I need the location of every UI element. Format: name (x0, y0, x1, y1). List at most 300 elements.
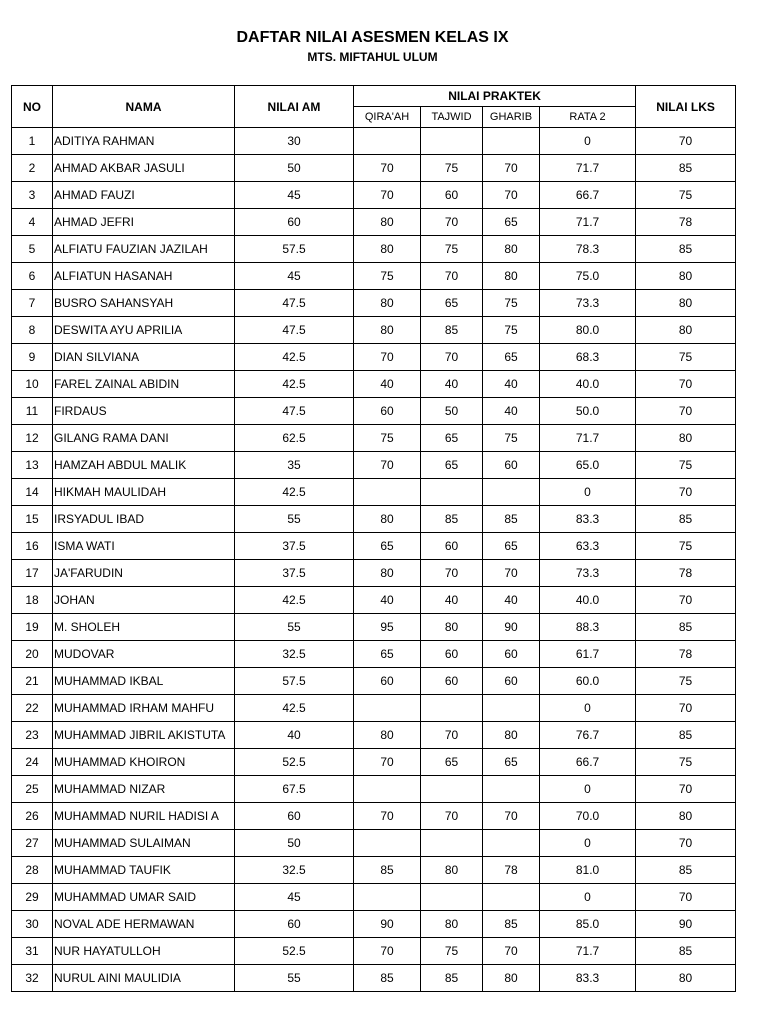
table-row (12, 398, 736, 425)
cell-gharib: 70 (483, 803, 540, 830)
table-row (12, 371, 736, 398)
cell-nama: FAREL ZAINAL ABIDIN (53, 371, 235, 398)
cell-gharib: 40 (483, 398, 540, 425)
cell-gharib: 40 (483, 587, 540, 614)
cell-no: 1 (12, 128, 53, 155)
cell-tajwid: 70 (421, 209, 483, 236)
cell-nilai-lks: 80 (636, 803, 736, 830)
cell-gharib: 80 (483, 965, 540, 992)
cell-rata2: 88.3 (540, 614, 636, 641)
cell-gharib (483, 884, 540, 911)
cell-tajwid: 65 (421, 749, 483, 776)
cell-nilai-lks: 70 (636, 695, 736, 722)
cell-tajwid: 65 (421, 452, 483, 479)
cell-gharib (483, 776, 540, 803)
cell-no: 26 (12, 803, 53, 830)
cell-rata2: 70.0 (540, 803, 636, 830)
cell-nama: ALFIATU FAUZIAN JAZILAH (53, 236, 235, 263)
cell-tajwid: 40 (421, 587, 483, 614)
cell-nama: ADITIYA RAHMAN (53, 128, 235, 155)
cell-nama: BUSRO SAHANSYAH (53, 290, 235, 317)
cell-nilai-lks: 75 (636, 533, 736, 560)
cell-tajwid: 80 (421, 911, 483, 938)
cell-tajwid: 85 (421, 317, 483, 344)
cell-nama: AHMAD AKBAR JASULI (53, 155, 235, 182)
table-row (12, 938, 736, 965)
cell-nilai-lks: 80 (636, 965, 736, 992)
cell-nilai-am: 55 (235, 965, 354, 992)
cell-qiraah: 70 (354, 182, 421, 209)
cell-qiraah: 80 (354, 722, 421, 749)
cell-gharib: 75 (483, 317, 540, 344)
cell-nama: MUHAMMAD IKBAL (53, 668, 235, 695)
cell-tajwid: 70 (421, 722, 483, 749)
header-nama: NAMA (53, 86, 235, 128)
cell-gharib: 90 (483, 614, 540, 641)
header-nilai-am: NILAI AM (235, 86, 354, 128)
cell-qiraah: 85 (354, 965, 421, 992)
cell-rata2: 75.0 (540, 263, 636, 290)
table-row (12, 830, 736, 857)
table-row (12, 263, 736, 290)
cell-no: 23 (12, 722, 53, 749)
cell-nama: JOHAN (53, 587, 235, 614)
cell-nilai-lks: 75 (636, 344, 736, 371)
cell-no: 12 (12, 425, 53, 452)
cell-tajwid (421, 128, 483, 155)
cell-tajwid: 85 (421, 965, 483, 992)
cell-rata2: 71.7 (540, 425, 636, 452)
table-row (12, 290, 736, 317)
cell-nama: AHMAD JEFRI (53, 209, 235, 236)
cell-rata2: 83.3 (540, 965, 636, 992)
table-row (12, 506, 736, 533)
cell-nilai-am: 35 (235, 452, 354, 479)
cell-nilai-am: 60 (235, 209, 354, 236)
cell-nama: HAMZAH ABDUL MALIK (53, 452, 235, 479)
cell-nama: MUHAMMAD UMAR SAID (53, 884, 235, 911)
cell-no: 30 (12, 911, 53, 938)
cell-nilai-am: 45 (235, 182, 354, 209)
cell-nilai-lks: 70 (636, 479, 736, 506)
cell-no: 21 (12, 668, 53, 695)
cell-no: 18 (12, 587, 53, 614)
cell-tajwid: 60 (421, 641, 483, 668)
header-rata2: RATA 2 (540, 107, 636, 128)
cell-nama: ALFIATUN HASANAH (53, 263, 235, 290)
table-body (12, 128, 736, 992)
cell-qiraah: 95 (354, 614, 421, 641)
cell-qiraah: 80 (354, 236, 421, 263)
table-row (12, 344, 736, 371)
cell-gharib: 80 (483, 236, 540, 263)
cell-gharib (483, 830, 540, 857)
cell-nama: AHMAD FAUZI (53, 182, 235, 209)
cell-nilai-am: 57.5 (235, 668, 354, 695)
cell-qiraah (354, 695, 421, 722)
cell-no: 29 (12, 884, 53, 911)
cell-tajwid: 70 (421, 560, 483, 587)
cell-nilai-am: 32.5 (235, 641, 354, 668)
cell-nilai-lks: 80 (636, 263, 736, 290)
cell-nama: NOVAL ADE HERMAWAN (53, 911, 235, 938)
cell-qiraah: 80 (354, 209, 421, 236)
cell-gharib (483, 695, 540, 722)
cell-gharib: 80 (483, 263, 540, 290)
cell-gharib (483, 128, 540, 155)
table-row (12, 425, 736, 452)
table-row (12, 479, 736, 506)
cell-qiraah: 70 (354, 155, 421, 182)
cell-qiraah: 60 (354, 668, 421, 695)
cell-tajwid: 60 (421, 668, 483, 695)
cell-qiraah (354, 776, 421, 803)
cell-nilai-am: 32.5 (235, 857, 354, 884)
cell-rata2: 61.7 (540, 641, 636, 668)
cell-rata2: 40.0 (540, 371, 636, 398)
cell-qiraah (354, 128, 421, 155)
cell-nilai-am: 62.5 (235, 425, 354, 452)
table-row (12, 533, 736, 560)
cell-nilai-lks: 70 (636, 587, 736, 614)
cell-qiraah: 80 (354, 560, 421, 587)
cell-qiraah: 70 (354, 452, 421, 479)
cell-no: 13 (12, 452, 53, 479)
cell-nama: MUHAMMAD SULAIMAN (53, 830, 235, 857)
header-qiraah: QIRA'AH (354, 107, 421, 128)
grades-table (11, 85, 736, 992)
cell-no: 28 (12, 857, 53, 884)
cell-gharib: 60 (483, 668, 540, 695)
table-row (12, 614, 736, 641)
cell-rata2: 60.0 (540, 668, 636, 695)
cell-nilai-lks: 85 (636, 722, 736, 749)
cell-qiraah: 40 (354, 371, 421, 398)
cell-nilai-lks: 78 (636, 209, 736, 236)
table-row (12, 641, 736, 668)
cell-nilai-am: 42.5 (235, 695, 354, 722)
table-row (12, 965, 736, 992)
table-row (12, 209, 736, 236)
cell-qiraah: 90 (354, 911, 421, 938)
cell-nilai-am: 42.5 (235, 371, 354, 398)
header-tajwid: TAJWID (421, 107, 483, 128)
cell-nama: JA'FARUDIN (53, 560, 235, 587)
cell-qiraah (354, 479, 421, 506)
header-nilai-praktek: NILAI PRAKTEK (354, 86, 636, 107)
cell-nilai-am: 55 (235, 506, 354, 533)
cell-qiraah: 80 (354, 506, 421, 533)
cell-tajwid: 65 (421, 290, 483, 317)
cell-nilai-lks: 85 (636, 155, 736, 182)
cell-nilai-lks: 70 (636, 830, 736, 857)
cell-gharib: 70 (483, 182, 540, 209)
cell-nama: ISMA WATI (53, 533, 235, 560)
cell-nilai-am: 45 (235, 263, 354, 290)
cell-nilai-lks: 85 (636, 938, 736, 965)
header-gharib: GHARIB (483, 107, 540, 128)
cell-tajwid: 50 (421, 398, 483, 425)
cell-qiraah: 70 (354, 749, 421, 776)
cell-gharib: 65 (483, 344, 540, 371)
cell-no: 14 (12, 479, 53, 506)
cell-tajwid: 60 (421, 182, 483, 209)
table-row (12, 749, 736, 776)
table-row (12, 317, 736, 344)
cell-no: 3 (12, 182, 53, 209)
cell-nilai-am: 47.5 (235, 398, 354, 425)
cell-tajwid: 40 (421, 371, 483, 398)
cell-tajwid (421, 695, 483, 722)
table-row (12, 884, 736, 911)
cell-rata2: 0 (540, 830, 636, 857)
cell-rata2: 0 (540, 884, 636, 911)
cell-rata2: 0 (540, 776, 636, 803)
cell-qiraah: 80 (354, 290, 421, 317)
cell-nilai-am: 52.5 (235, 938, 354, 965)
cell-gharib: 75 (483, 425, 540, 452)
cell-nama: MUHAMMAD TAUFIK (53, 857, 235, 884)
cell-nilai-lks: 75 (636, 749, 736, 776)
cell-tajwid: 70 (421, 344, 483, 371)
cell-gharib: 78 (483, 857, 540, 884)
cell-nilai-lks: 70 (636, 776, 736, 803)
cell-rata2: 71.7 (540, 155, 636, 182)
cell-nama: MUDOVAR (53, 641, 235, 668)
cell-tajwid: 65 (421, 425, 483, 452)
cell-nama: MUHAMMAD JIBRIL AKISTUTA (53, 722, 235, 749)
table-row (12, 587, 736, 614)
cell-nilai-lks: 70 (636, 884, 736, 911)
cell-tajwid: 85 (421, 506, 483, 533)
table-row (12, 857, 736, 884)
cell-nilai-am: 47.5 (235, 317, 354, 344)
cell-no: 20 (12, 641, 53, 668)
cell-rata2: 85.0 (540, 911, 636, 938)
table-row (12, 695, 736, 722)
cell-nama: GILANG RAMA DANI (53, 425, 235, 452)
cell-tajwid: 75 (421, 155, 483, 182)
cell-nilai-lks: 78 (636, 641, 736, 668)
cell-qiraah: 40 (354, 587, 421, 614)
cell-rata2: 76.7 (540, 722, 636, 749)
table-row (12, 452, 736, 479)
cell-no: 6 (12, 263, 53, 290)
cell-qiraah (354, 830, 421, 857)
cell-no: 22 (12, 695, 53, 722)
cell-nilai-am: 50 (235, 830, 354, 857)
table-row (12, 560, 736, 587)
cell-nilai-am: 42.5 (235, 587, 354, 614)
cell-no: 19 (12, 614, 53, 641)
cell-rata2: 63.3 (540, 533, 636, 560)
cell-tajwid (421, 479, 483, 506)
table-row (12, 182, 736, 209)
table-row (12, 155, 736, 182)
cell-gharib: 75 (483, 290, 540, 317)
cell-rata2: 0 (540, 479, 636, 506)
table-row (12, 236, 736, 263)
cell-no: 10 (12, 371, 53, 398)
cell-nilai-am: 37.5 (235, 533, 354, 560)
cell-nilai-am: 45 (235, 884, 354, 911)
cell-gharib: 40 (483, 371, 540, 398)
cell-nilai-lks: 78 (636, 560, 736, 587)
cell-no: 24 (12, 749, 53, 776)
cell-gharib: 65 (483, 749, 540, 776)
cell-rata2: 71.7 (540, 209, 636, 236)
cell-no: 8 (12, 317, 53, 344)
cell-gharib: 65 (483, 533, 540, 560)
cell-qiraah: 65 (354, 641, 421, 668)
cell-rata2: 66.7 (540, 749, 636, 776)
cell-gharib (483, 479, 540, 506)
cell-no: 25 (12, 776, 53, 803)
cell-rata2: 80.0 (540, 317, 636, 344)
cell-tajwid (421, 776, 483, 803)
cell-gharib: 70 (483, 938, 540, 965)
cell-no: 17 (12, 560, 53, 587)
cell-nilai-lks: 70 (636, 398, 736, 425)
cell-no: 5 (12, 236, 53, 263)
page-subtitle: MTS. MIFTAHUL ULUM (307, 50, 438, 64)
cell-nama: M. SHOLEH (53, 614, 235, 641)
cell-gharib: 70 (483, 560, 540, 587)
cell-nilai-am: 60 (235, 803, 354, 830)
cell-no: 2 (12, 155, 53, 182)
cell-nilai-am: 60 (235, 911, 354, 938)
cell-qiraah: 75 (354, 263, 421, 290)
cell-nama: FIRDAUS (53, 398, 235, 425)
cell-no: 4 (12, 209, 53, 236)
cell-qiraah: 85 (354, 857, 421, 884)
table-row (12, 776, 736, 803)
cell-nama: HIKMAH MAULIDAH (53, 479, 235, 506)
cell-gharib: 85 (483, 506, 540, 533)
cell-nilai-lks: 70 (636, 371, 736, 398)
cell-nilai-am: 37.5 (235, 560, 354, 587)
cell-rata2: 0 (540, 128, 636, 155)
cell-tajwid: 80 (421, 857, 483, 884)
cell-no: 27 (12, 830, 53, 857)
cell-no: 31 (12, 938, 53, 965)
cell-nilai-lks: 80 (636, 317, 736, 344)
header-nilai-lks: NILAI LKS (636, 86, 736, 128)
cell-rata2: 83.3 (540, 506, 636, 533)
cell-nama: NUR HAYATULLOH (53, 938, 235, 965)
cell-gharib: 80 (483, 722, 540, 749)
cell-rata2: 68.3 (540, 344, 636, 371)
cell-nilai-lks: 85 (636, 506, 736, 533)
cell-nilai-am: 50 (235, 155, 354, 182)
cell-no: 15 (12, 506, 53, 533)
cell-nama: MUHAMMAD KHOIRON (53, 749, 235, 776)
cell-qiraah: 75 (354, 425, 421, 452)
cell-nilai-am: 42.5 (235, 479, 354, 506)
cell-nilai-lks: 75 (636, 452, 736, 479)
cell-rata2: 73.3 (540, 290, 636, 317)
page-title: DAFTAR NILAI ASESMEN KELAS IX (236, 29, 509, 46)
cell-nama: NURUL AINI MAULIDIA (53, 965, 235, 992)
header-no: NO (12, 86, 53, 128)
cell-nilai-am: 67.5 (235, 776, 354, 803)
cell-gharib: 65 (483, 209, 540, 236)
cell-tajwid: 75 (421, 938, 483, 965)
cell-rata2: 73.3 (540, 560, 636, 587)
cell-nama: MUHAMMAD NURIL HADISI A (53, 803, 235, 830)
cell-rata2: 81.0 (540, 857, 636, 884)
cell-qiraah (354, 884, 421, 911)
cell-rata2: 50.0 (540, 398, 636, 425)
cell-no: 16 (12, 533, 53, 560)
cell-nama: DESWITA AYU APRILIA (53, 317, 235, 344)
cell-qiraah: 80 (354, 317, 421, 344)
cell-tajwid (421, 830, 483, 857)
cell-gharib: 85 (483, 911, 540, 938)
table-row (12, 803, 736, 830)
table-row (12, 128, 736, 155)
table-row (12, 911, 736, 938)
cell-nilai-lks: 80 (636, 425, 736, 452)
table-row (12, 668, 736, 695)
cell-rata2: 40.0 (540, 587, 636, 614)
cell-rata2: 0 (540, 695, 636, 722)
cell-nilai-lks: 75 (636, 182, 736, 209)
cell-qiraah: 70 (354, 344, 421, 371)
cell-nilai-am: 40 (235, 722, 354, 749)
cell-gharib: 60 (483, 641, 540, 668)
cell-nilai-lks: 70 (636, 128, 736, 155)
cell-tajwid (421, 884, 483, 911)
cell-qiraah: 60 (354, 398, 421, 425)
cell-nama: DIAN SILVIANA (53, 344, 235, 371)
cell-nilai-lks: 85 (636, 614, 736, 641)
cell-rata2: 65.0 (540, 452, 636, 479)
cell-no: 9 (12, 344, 53, 371)
cell-qiraah: 70 (354, 938, 421, 965)
cell-nilai-lks: 90 (636, 911, 736, 938)
cell-tajwid: 70 (421, 803, 483, 830)
cell-nilai-am: 55 (235, 614, 354, 641)
cell-nama: IRSYADUL IBAD (53, 506, 235, 533)
cell-nama: MUHAMMAD NIZAR (53, 776, 235, 803)
cell-tajwid: 70 (421, 263, 483, 290)
cell-nilai-am: 30 (235, 128, 354, 155)
cell-gharib: 60 (483, 452, 540, 479)
cell-nilai-am: 57.5 (235, 236, 354, 263)
cell-nilai-lks: 75 (636, 668, 736, 695)
cell-qiraah: 65 (354, 533, 421, 560)
cell-rata2: 71.7 (540, 938, 636, 965)
cell-nilai-lks: 85 (636, 236, 736, 263)
cell-rata2: 78.3 (540, 236, 636, 263)
cell-tajwid: 80 (421, 614, 483, 641)
cell-tajwid: 75 (421, 236, 483, 263)
cell-nilai-am: 52.5 (235, 749, 354, 776)
cell-qiraah: 70 (354, 803, 421, 830)
cell-no: 7 (12, 290, 53, 317)
cell-no: 11 (12, 398, 53, 425)
cell-no: 32 (12, 965, 53, 992)
cell-rata2: 66.7 (540, 182, 636, 209)
table-row (12, 722, 736, 749)
cell-nama: MUHAMMAD IRHAM MAHFU (53, 695, 235, 722)
cell-nilai-lks: 80 (636, 290, 736, 317)
cell-tajwid: 60 (421, 533, 483, 560)
cell-gharib: 70 (483, 155, 540, 182)
cell-nilai-am: 42.5 (235, 344, 354, 371)
cell-nilai-lks: 85 (636, 857, 736, 884)
